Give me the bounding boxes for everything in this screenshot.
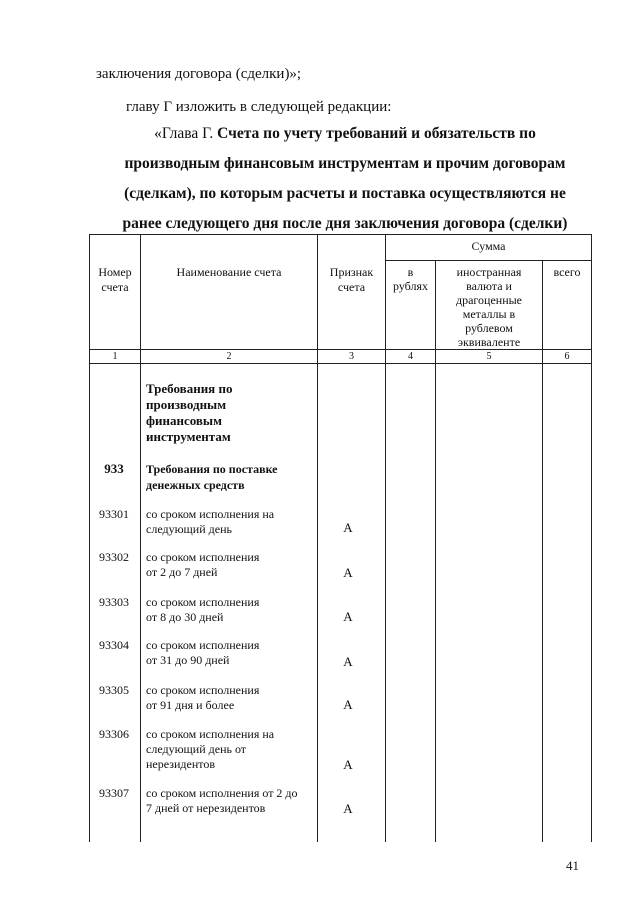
section-title-l2: производным [146, 397, 227, 412]
chapter-title-text: Счета по учету требований и обязательств по [217, 125, 536, 142]
account-name [146, 727, 274, 772]
header-number-l2: счета [101, 280, 129, 294]
header-sum-text: Сумма [471, 239, 506, 253]
col-number-5: 5 [436, 350, 543, 364]
page-number: 41 [566, 858, 579, 873]
intro-line-1: заключения договора (сделки)»; [96, 66, 302, 82]
col-number-3: 3 [318, 350, 386, 364]
account-number: 93302 [99, 550, 129, 564]
account-name [146, 507, 274, 537]
header-name-text: Наименование счета [176, 265, 282, 279]
account-number: 93303 [99, 595, 129, 609]
account-number: 93304 [99, 638, 129, 652]
section-title-l1: Требования по [146, 381, 233, 396]
account-name-l1: со сроком исполнения [146, 683, 260, 697]
chapter-prefix: «Глава Г. [154, 125, 214, 142]
account-name [146, 461, 278, 493]
account-name-l1: Требования по поставке [146, 462, 278, 476]
header-foreign-currency [436, 261, 543, 350]
chapter-title-text-2: производным финансовым инструментам и прочим договорам [124, 155, 566, 172]
chapter-title-text-3: (сделкам), по которым расчеты и поставка осуществляются не [124, 185, 566, 202]
header-foreign-l3: драгоценные [455, 293, 523, 307]
header-foreign-l6: эквиваленте [457, 335, 521, 349]
header-number-l1: Номер [98, 265, 132, 279]
account-sign: А [343, 565, 353, 580]
account-name-l3: нерезидентов [146, 757, 215, 771]
header-sign-l1: Признак [329, 265, 374, 279]
account-name-l2: от 91 дня и более [146, 698, 235, 712]
account-sign: А [343, 801, 353, 816]
header-rub-l2: рублях [393, 279, 428, 293]
header-account-name [141, 235, 318, 350]
account-sign: А [343, 609, 353, 624]
account-name-l1: со сроком исполнения от 2 до [146, 786, 298, 800]
account-name-l1: со сроком исполнения [146, 550, 260, 564]
section-title [146, 381, 232, 445]
account-sign: А [343, 520, 353, 535]
header-sign-l2: счета [337, 280, 366, 294]
account-name-l2: 7 дней от нерезидентов [146, 801, 266, 815]
account-sign: А [343, 654, 353, 669]
col-number-2: 2 [141, 350, 318, 364]
chapter-title-line-4 [100, 215, 590, 233]
header-total [543, 261, 592, 350]
account-name [146, 638, 259, 668]
account-name-l2: от 2 до 7 дней [146, 565, 218, 579]
account-number: 933 [104, 461, 124, 476]
header-sum [386, 235, 592, 261]
account-name-l1: со сроком исполнения [146, 595, 260, 609]
chapter-title-line-3 [100, 185, 590, 203]
account-sign: А [343, 697, 353, 712]
col-number-6: 6 [543, 350, 592, 364]
account-name-l1: со сроком исполнения на [146, 727, 275, 741]
account-name [146, 683, 259, 713]
header-account-sign [318, 235, 386, 350]
account-name-l2: следующий день от [146, 742, 247, 756]
account-number: 93301 [99, 507, 129, 521]
section-title-l3: финансовым [146, 413, 222, 428]
col-number-4: 4 [386, 350, 436, 364]
account-name-l2: следующий день [146, 522, 232, 536]
account-name-l2: денежных средств [146, 478, 245, 492]
account-number: 93307 [99, 786, 129, 800]
account-name-l2: от 31 до 90 дней [146, 653, 230, 667]
header-account-number [90, 235, 141, 350]
account-number: 93305 [99, 683, 129, 697]
chapter-title-text-4: ранее следующего дня после дня заключения договора (сделки) [122, 215, 568, 232]
account-name-l1: со сроком исполнения [146, 638, 260, 652]
section-title-l4: инструментам [146, 429, 231, 444]
account-number: 93306 [99, 727, 129, 741]
col-number-1: 1 [90, 350, 141, 364]
header-rub [386, 261, 436, 350]
header-total-text: всего [553, 265, 581, 279]
header-foreign-l5: рублевом [465, 321, 513, 335]
intro-line-2: главу Г изложить в следующей редакции: [126, 99, 392, 115]
header-foreign-l2: валюта и [466, 279, 512, 293]
header-foreign-l4: металлы в [462, 307, 516, 321]
account-name [146, 595, 259, 625]
account-name-l1: со сроком исполнения на [146, 507, 275, 521]
header-rub-l1: в [407, 265, 414, 279]
account-sign: А [343, 757, 353, 772]
header-foreign-l1: иностранная [456, 265, 522, 279]
chapter-title-line-2 [100, 155, 590, 173]
chapter-title-line-1 [100, 125, 590, 143]
account-name [146, 550, 259, 580]
account-name-l2: от 8 до 30 дней [146, 610, 224, 624]
account-name [146, 786, 298, 816]
